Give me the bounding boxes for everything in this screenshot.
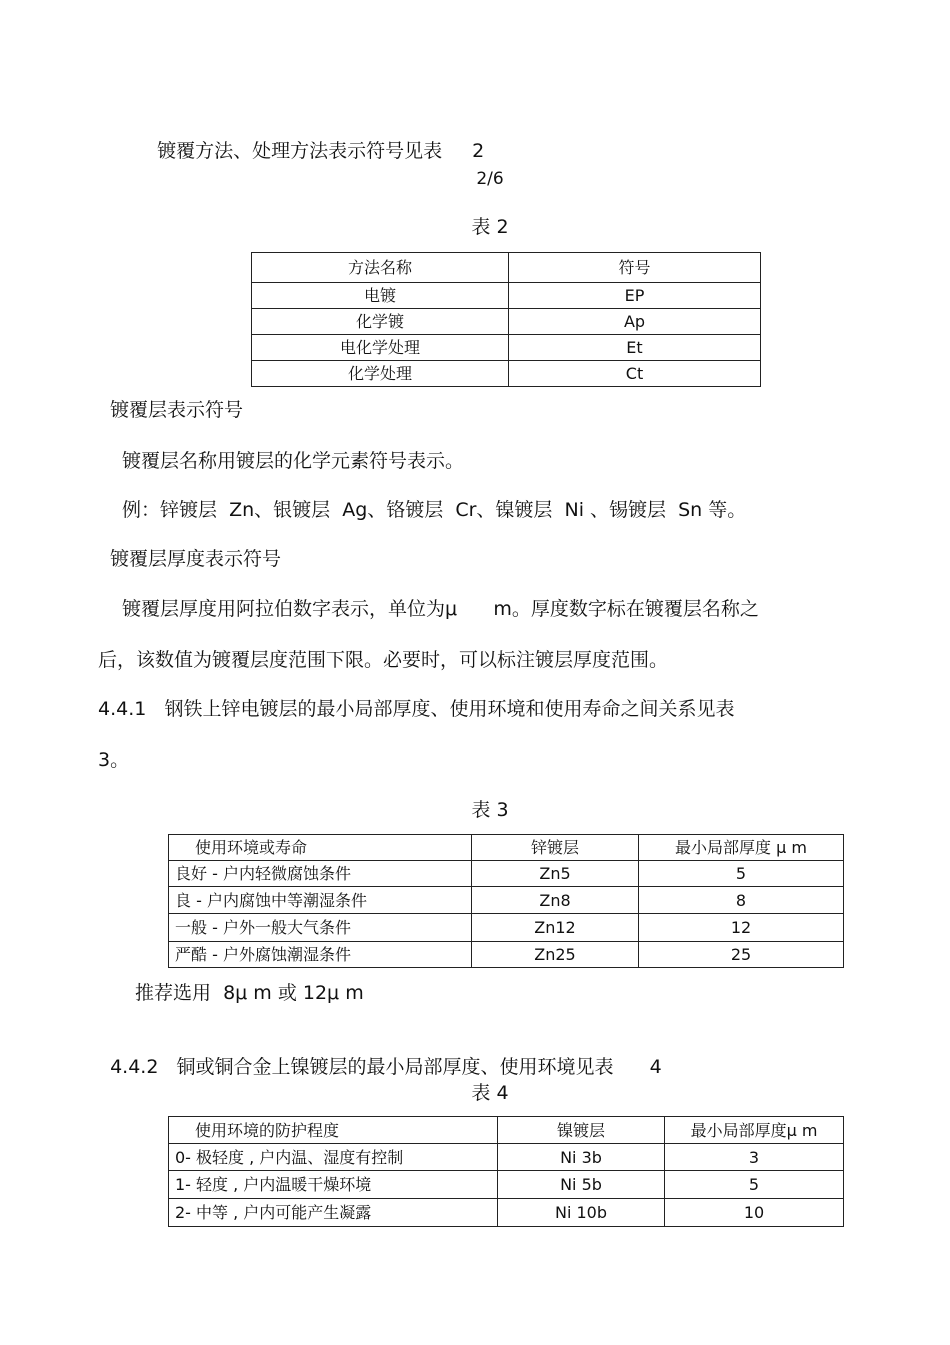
table2-cell: EP — [509, 283, 761, 309]
clause-442-text: 4.4.2 铜或铜合金上镍镀层的最小局部厚度、使用环境见表 — [110, 1056, 614, 1078]
table3 — [168, 834, 844, 968]
table3-cell: Zn25 — [472, 942, 639, 968]
table-row — [169, 942, 844, 968]
table3-cell: Zn5 — [472, 861, 639, 887]
table2-caption: 表 2 — [471, 216, 509, 238]
table2-cell: 电镀 — [252, 283, 509, 309]
table-row — [252, 309, 761, 335]
table4-cell: 1- 轻度 , 户内温暖干燥环境 — [169, 1171, 498, 1199]
table3-cell: 严酷 - 户外腐蚀潮湿条件 — [169, 942, 472, 968]
table3-cell: Zn8 — [472, 887, 639, 914]
table2-cell: Et — [509, 335, 761, 361]
intro-text: 镀覆方法、处理方法表示符号见表 — [157, 140, 443, 162]
table2-cell: 化学镀 — [252, 309, 509, 335]
table3-cell: 25 — [639, 942, 844, 968]
table2-cell: 化学处理 — [252, 361, 509, 387]
table3-cell: Zn12 — [472, 914, 639, 942]
section-layer-p2: 例：锌镀层 Zn、银镀层 Ag、铬镀层 Cr、镍镀层 Ni 、锡镀层 Sn 等。 — [122, 499, 747, 521]
table4-cell: 5 — [665, 1171, 844, 1199]
table4-header-thickness: 最小局部厚度μ m — [665, 1117, 844, 1144]
table-row — [252, 283, 761, 309]
section-thickness-title: 镀覆层厚度表示符号 — [110, 548, 282, 570]
section-thickness-p1: 镀覆层厚度用阿拉伯数字表示，单位为μ m。厚度数字标在镀覆层名称之 — [122, 598, 759, 620]
table3-cell: 5 — [639, 861, 844, 887]
table4-header-protection: 使用环境的防护程度 — [169, 1117, 498, 1144]
table2-header-method: 方法名称 — [252, 253, 509, 283]
table2-header-symbol: 符号 — [509, 253, 761, 283]
table4-cell: 10 — [665, 1199, 844, 1227]
table-row — [169, 1199, 844, 1227]
table4-cell: 3 — [665, 1144, 844, 1171]
table3-cell: 良 - 户内腐蚀中等潮湿条件 — [169, 887, 472, 914]
table-row — [169, 887, 844, 914]
table2-cell: Ap — [509, 309, 761, 335]
recommend-text: 推荐选用 8μ m 或 12μ m — [135, 982, 364, 1004]
clause-441-line1: 4.4.1 钢铁上锌电镀层的最小局部厚度、使用环境和使用寿命之间关系见表 — [98, 698, 735, 720]
table4-cell: Ni 3b — [498, 1144, 665, 1171]
table-row — [169, 914, 844, 942]
table-row — [252, 335, 761, 361]
table3-cell: 良好 - 户内轻微腐蚀条件 — [169, 861, 472, 887]
table4-cell: 2- 中等 , 户内可能产生凝露 — [169, 1199, 498, 1227]
table2 — [251, 252, 761, 387]
table-row — [169, 861, 844, 887]
section-thickness-p2: 后，该数值为镀覆层度范围下限。必要时，可以标注镀层厚度范围。 — [98, 649, 669, 671]
table4-cell: Ni 5b — [498, 1171, 665, 1199]
table-row — [252, 361, 761, 387]
table3-cell: 8 — [639, 887, 844, 914]
table3-caption: 表 3 — [471, 799, 509, 821]
table3-header-zinc: 锌镀层 — [472, 835, 639, 861]
clause-442-line — [98, 1031, 662, 1079]
table2-cell: 电化学处理 — [252, 335, 509, 361]
table3-cell: 12 — [639, 914, 844, 942]
intro-table-number: 2 — [472, 140, 485, 162]
table3-cell: 一般 - 户外一般大气条件 — [169, 914, 472, 942]
table4-cell: 0- 极轻度 , 户内温、湿度有控制 — [169, 1144, 498, 1171]
section-layer-p1: 镀覆层名称用镀层的化学元素符号表示。 — [122, 450, 465, 472]
table-row — [169, 1144, 844, 1171]
intro-line — [145, 115, 484, 163]
table-row — [169, 1171, 844, 1199]
table4-header-nickel: 镍镀层 — [498, 1117, 665, 1144]
table4-cell: Ni 10b — [498, 1199, 665, 1227]
page-number: 2/6 — [476, 169, 504, 189]
table4-caption: 表 4 — [471, 1082, 509, 1104]
table3-header-environment: 使用环境或寿命 — [169, 835, 472, 861]
section-layer-title: 镀覆层表示符号 — [110, 399, 244, 421]
table4 — [168, 1116, 844, 1227]
table3-header-thickness: 最小局部厚度 μ m — [639, 835, 844, 861]
table2-cell: Ct — [509, 361, 761, 387]
clause-442-table-number: 4 — [649, 1056, 662, 1078]
clause-441-line2: 3。 — [98, 749, 130, 771]
